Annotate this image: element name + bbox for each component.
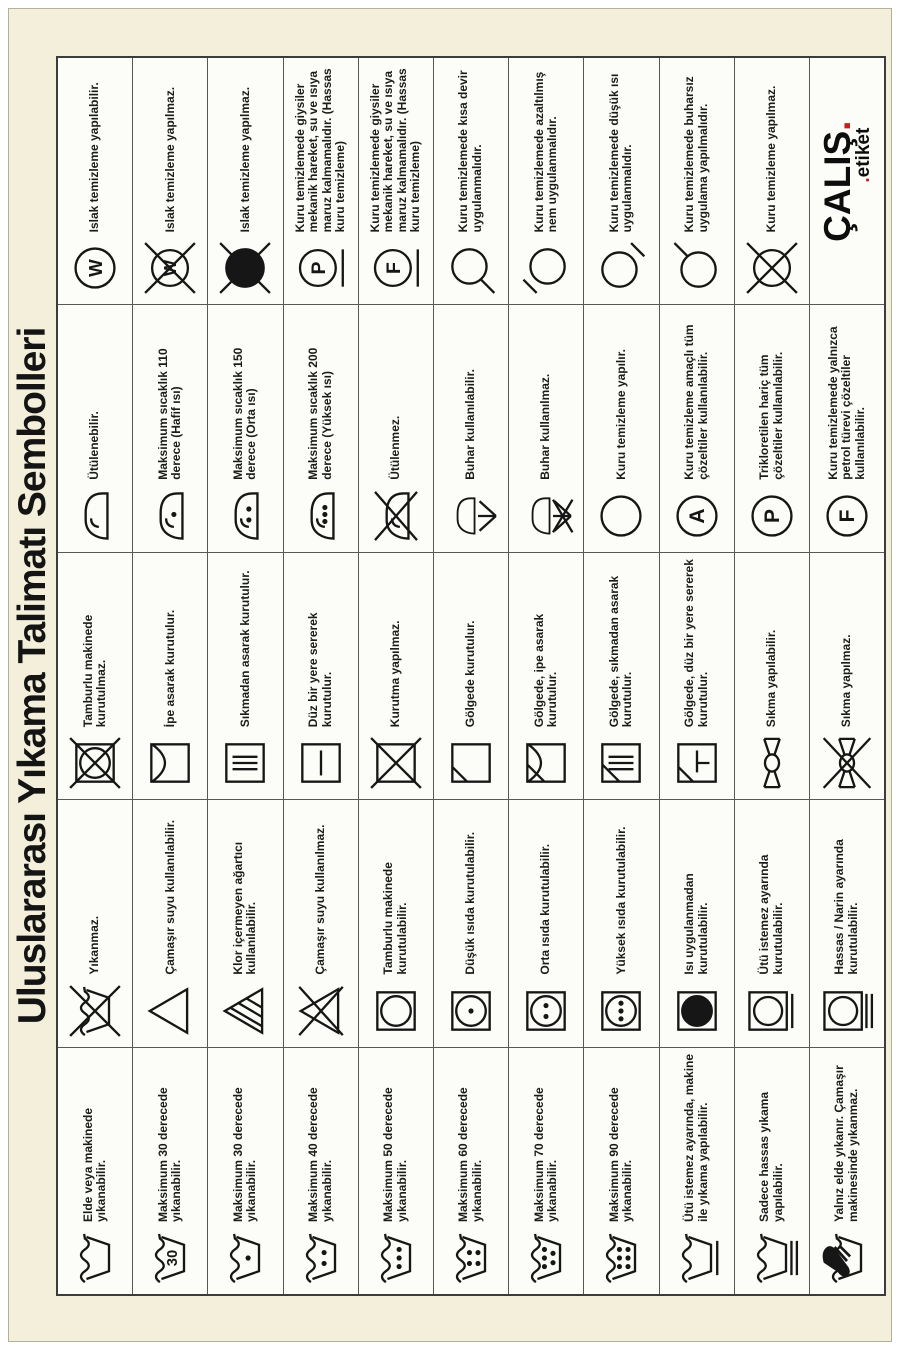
description-cell: Orta ısıda kurutulabilir. bbox=[538, 843, 553, 975]
care-instruction-cell bbox=[810, 1047, 884, 1294]
care-instruction-cell bbox=[359, 1047, 433, 1294]
description-cell: Trikloretilen hariç tüm çözeltiler kullanılabilir. bbox=[757, 351, 785, 480]
square-circle-icon bbox=[368, 975, 424, 1047]
description-cell: Kuru temizleme amaçlı tüm çözeltiler kullanılabilir. bbox=[682, 324, 710, 480]
description-cell: Kuru temizlemede buharsız uygulama yapılmalıdır. bbox=[682, 76, 710, 233]
care-instruction-cell bbox=[359, 58, 433, 304]
svg-text:30: 30 bbox=[165, 1249, 182, 1267]
description-cell: Ütülenebilir. bbox=[87, 411, 102, 480]
description-cell: Düşük ısıda kurutulabilir. bbox=[463, 831, 478, 975]
twist-crossed-icon bbox=[819, 727, 875, 799]
description-cell: Maksimum sıcaklık 200 derece (Yüksek ısı) bbox=[306, 347, 334, 480]
square-circle-crossed-icon bbox=[67, 727, 123, 799]
description-cell: Kuru temizlemede kısa devir uygulanmalıdır. bbox=[456, 70, 485, 233]
svg-text:F: F bbox=[835, 509, 859, 523]
description-cell: Tamburlu makinede kurutulmaz. bbox=[80, 614, 109, 728]
circle-crossed-icon bbox=[744, 232, 800, 304]
care-instruction-cell bbox=[660, 58, 734, 304]
care-instruction-cell bbox=[208, 304, 282, 551]
svg-text:P: P bbox=[307, 261, 330, 275]
description-cell: Kuru temizleme yapılmaz. bbox=[764, 85, 778, 233]
description-cell: Maksimum 70 derecede yıkanabilir. bbox=[531, 1087, 560, 1222]
description-cell: Hassas / Narin ayarında kurutulabilir. bbox=[832, 839, 860, 975]
care-instruction-cell bbox=[58, 1047, 132, 1294]
svg-text:F: F bbox=[382, 262, 405, 275]
description-cell: Maksimum sıcaklık 150 derece (Orta ısı) bbox=[230, 347, 259, 480]
description-cell: Kuru temizlemede yalnızca petrol türevi çözeltiler kullanılabilir. bbox=[825, 326, 867, 480]
washtub-30-icon bbox=[142, 1222, 198, 1294]
washtub-dot-5-icon bbox=[518, 1222, 574, 1294]
washtub-underline-1-icon bbox=[669, 1222, 725, 1294]
description-cell: Maksimum 30 derecede yıkanabilir. bbox=[230, 1087, 259, 1222]
washtub-dot-1-icon bbox=[217, 1222, 273, 1294]
care-instruction-cell bbox=[735, 799, 809, 1046]
triangle-icon bbox=[142, 975, 198, 1047]
care-instruction-cell bbox=[359, 799, 433, 1046]
description-cell: Islak temizleme yapılmaz. bbox=[237, 86, 252, 233]
svg-text:W: W bbox=[161, 260, 181, 277]
washtub-dot-3-icon bbox=[368, 1222, 424, 1294]
description-cell: Gölgede kurutulur. bbox=[463, 620, 478, 728]
description-cell: Sıkma yapılabilir. bbox=[764, 629, 778, 728]
description-cell: Maksimum 50 derecede yıkanabilir. bbox=[381, 1087, 409, 1222]
washtub-dot-2-icon bbox=[293, 1222, 349, 1294]
description-cell: Gölgede, ipe asarak kurutulur. bbox=[531, 613, 560, 728]
table-row bbox=[810, 58, 884, 1294]
care-instruction-cell bbox=[284, 304, 358, 551]
description-cell: Sıkma yapılmaz. bbox=[839, 634, 854, 728]
circle-icon bbox=[593, 480, 649, 552]
care-instruction-cell bbox=[133, 58, 207, 304]
description-cell: Maksimum 60 derecede yıkanabilir. bbox=[456, 1087, 485, 1222]
square-shade-icon bbox=[443, 727, 499, 799]
care-instruction-cell bbox=[434, 552, 508, 799]
care-instruction-cell bbox=[434, 799, 508, 1046]
table-row bbox=[584, 58, 659, 1294]
care-instruction-cell bbox=[584, 552, 658, 799]
iron-crossed-icon bbox=[368, 480, 424, 552]
square-circle-filled-icon bbox=[669, 975, 725, 1047]
washtub-dot-6-icon bbox=[593, 1222, 649, 1294]
description-cell: Yıkanmaz. bbox=[87, 915, 102, 975]
washtub-icon bbox=[67, 1222, 123, 1294]
circle-w-icon bbox=[67, 232, 123, 304]
care-instruction-cell bbox=[284, 552, 358, 799]
description-cell: Yalnız elde yıkanır. Çamaşır makinesinde yıkanmaz. bbox=[832, 1065, 860, 1222]
care-instruction-cell bbox=[584, 1047, 658, 1294]
circle-f-underline-icon bbox=[368, 232, 424, 304]
iron-icon bbox=[67, 480, 123, 552]
circle-w-crossed-icon bbox=[142, 232, 198, 304]
care-instruction-cell bbox=[284, 1047, 358, 1294]
table-row bbox=[509, 58, 584, 1294]
iron-steam-crossed-icon bbox=[518, 480, 574, 552]
care-instruction-cell bbox=[735, 304, 809, 551]
washtub-dot-4-icon bbox=[443, 1222, 499, 1294]
description-cell: Buhar kullanılabilir. bbox=[463, 369, 478, 480]
care-instruction-cell bbox=[810, 552, 884, 799]
care-instruction-cell bbox=[133, 304, 207, 551]
care-instruction-cell bbox=[810, 304, 884, 551]
circle-bar-tr-icon bbox=[669, 232, 725, 304]
logo-subtitle: .etiket bbox=[853, 127, 875, 183]
care-instruction-cell bbox=[735, 1047, 809, 1294]
svg-text:A: A bbox=[685, 508, 709, 524]
care-instruction-cell bbox=[509, 1047, 583, 1294]
svg-text:P: P bbox=[760, 508, 784, 523]
square-flat-icon bbox=[293, 727, 349, 799]
square-circle-dot-2-icon bbox=[518, 975, 574, 1047]
table-row bbox=[359, 58, 434, 1294]
square-crossed-icon bbox=[368, 727, 424, 799]
square-drip-icon bbox=[217, 727, 273, 799]
care-instruction-cell bbox=[58, 304, 132, 551]
square-arc-shade-icon bbox=[518, 727, 574, 799]
square-circle-underline-2-icon bbox=[819, 975, 875, 1047]
care-instruction-cell bbox=[509, 552, 583, 799]
square-drip-shade-icon bbox=[593, 727, 649, 799]
table-row bbox=[434, 58, 509, 1294]
care-instruction-cell bbox=[284, 799, 358, 1046]
description-cell: Ütülenmez. bbox=[388, 415, 403, 480]
care-instruction-cell bbox=[584, 304, 658, 551]
care-instruction-cell bbox=[660, 304, 734, 551]
care-symbols-table bbox=[56, 56, 886, 1296]
care-instruction-cell bbox=[208, 1047, 282, 1294]
description-cell: Gölgede, düz bir yere sererek kurutulur. bbox=[682, 559, 710, 728]
care-instruction-cell bbox=[434, 58, 508, 304]
description-cell: Maksimum sıcaklık 110 derece (Hafif ısı) bbox=[155, 348, 184, 480]
care-instruction-cell bbox=[58, 799, 132, 1046]
square-arc-icon bbox=[142, 727, 198, 799]
square-circle-underline-1-icon bbox=[744, 975, 800, 1047]
care-instruction-cell bbox=[584, 58, 658, 304]
square-flat-shade-icon bbox=[669, 727, 725, 799]
page-title: Uluslararası Yıkama Talimatı Sembolleri bbox=[10, 327, 54, 1025]
table-row bbox=[58, 58, 133, 1294]
care-instruction-cell bbox=[133, 1047, 207, 1294]
table-row bbox=[660, 58, 735, 1294]
twist-icon bbox=[744, 727, 800, 799]
iron-dot-3-icon bbox=[293, 480, 349, 552]
care-instruction-cell bbox=[359, 304, 433, 551]
care-instruction-cell bbox=[133, 799, 207, 1046]
circle-p-underline-icon bbox=[293, 232, 349, 304]
logo-wordmark: ÇALIŞ. bbox=[816, 120, 858, 242]
logo-red-dot: . bbox=[816, 120, 858, 131]
description-cell: Kuru temizlemede azaltılmış nem uygulanmalıdır. bbox=[531, 71, 560, 233]
care-instruction-cell bbox=[509, 58, 583, 304]
circle-p-icon bbox=[744, 480, 800, 552]
care-instruction-cell bbox=[810, 58, 884, 304]
description-cell: Islak temizleme yapılabilir. bbox=[87, 82, 102, 233]
circle-bar-bl-icon bbox=[443, 232, 499, 304]
circle-filled-x-icon bbox=[217, 232, 273, 304]
description-cell: Ütü istemez ayarında, makine ile yıkama yapılabilir. bbox=[682, 1053, 710, 1222]
description-cell: Kuru temizlemede düşük ısı uygulanmalıdır. bbox=[606, 73, 635, 233]
washtub-underline-2-icon bbox=[744, 1222, 800, 1294]
care-instruction-cell bbox=[509, 304, 583, 551]
description-cell: Maksimum 40 derecede yıkanabilir. bbox=[306, 1087, 334, 1222]
circle-bar-br-icon bbox=[593, 232, 649, 304]
description-cell: Kuru temizlemede giysiler mekanik hareket, su ve ısıya maruz kalmamalıdır. (Hassas kuru temizleme) bbox=[367, 68, 423, 233]
care-instruction-cell bbox=[660, 799, 734, 1046]
care-instruction-cell bbox=[58, 552, 132, 799]
care-instruction-cell bbox=[660, 552, 734, 799]
care-instruction-cell bbox=[584, 799, 658, 1046]
care-instruction-cell bbox=[284, 58, 358, 304]
care-instruction-cell bbox=[434, 1047, 508, 1294]
circle-bar-tl-icon bbox=[518, 232, 574, 304]
description-cell: Gölgede, sıkmadan asarak kurutulur. bbox=[606, 575, 635, 728]
triangle-crossed-icon bbox=[293, 975, 349, 1047]
square-circle-dot-3-icon bbox=[593, 975, 649, 1047]
description-cell: İpe asarak kurutulur. bbox=[162, 609, 177, 728]
triangle-striped-icon bbox=[217, 975, 273, 1047]
description-cell: Sıkmadan asarak kurutulur. bbox=[237, 570, 252, 728]
description-cell: Maksimum 30 derecede yıkanabilir. bbox=[155, 1087, 184, 1222]
description-cell: Tamburlu makinede kurutulabilir. bbox=[381, 862, 409, 975]
description-cell: Buhar kullanılmaz. bbox=[538, 373, 553, 480]
care-instruction-cell bbox=[208, 58, 282, 304]
care-instruction-cell bbox=[810, 799, 884, 1046]
care-instruction-cell bbox=[208, 552, 282, 799]
circle-f-icon bbox=[819, 480, 875, 552]
care-instruction-cell bbox=[434, 304, 508, 551]
description-cell: Kurutma yapılmaz. bbox=[388, 620, 403, 728]
care-instruction-cell bbox=[735, 58, 809, 304]
description-cell: Çamaşır suyu kullanılmaz. bbox=[312, 824, 327, 975]
care-instruction-cell bbox=[735, 552, 809, 799]
rotated-landscape-canvas bbox=[9, 9, 893, 1343]
square-circle-dot-1-icon bbox=[443, 975, 499, 1047]
washtub-crossed-icon bbox=[67, 975, 123, 1047]
description-cell: Düz bir yere sererek kurutulur. bbox=[306, 612, 334, 728]
label-sheet bbox=[8, 8, 892, 1342]
description-cell: Ütü istemez ayarında kurutulabilir. bbox=[757, 854, 785, 975]
iron-steam-icon bbox=[443, 480, 499, 552]
table-row bbox=[735, 58, 810, 1294]
logo-red-dot: . bbox=[853, 177, 875, 183]
description-cell: Kuru temizlemede giysiler mekanik hareket, su ve ısıya maruz kalmamalıdır. (Hassas kuru temizleme) bbox=[292, 68, 348, 233]
calis-etiket-logo bbox=[816, 58, 875, 304]
description-cell: Yüksek ısıda kurutulabilir. bbox=[613, 826, 628, 975]
table-row bbox=[208, 58, 283, 1294]
table-row bbox=[284, 58, 359, 1294]
description-cell: Çamaşır suyu kullanılabilir. bbox=[162, 819, 177, 975]
care-instruction-cell bbox=[133, 552, 207, 799]
iron-dot-2-icon bbox=[217, 480, 273, 552]
care-instruction-cell bbox=[660, 1047, 734, 1294]
description-cell: Maksimum 90 derecede yıkanabilir. bbox=[606, 1087, 635, 1222]
description-cell: Sadece hassas yıkama yapılabilir. bbox=[757, 1091, 785, 1222]
care-instruction-cell bbox=[58, 58, 132, 304]
washtub-hand-icon bbox=[819, 1222, 875, 1294]
description-cell: Isı uygulanmadan kurutulabilir. bbox=[682, 873, 710, 975]
description-cell: Islak temizleme yapılmaz. bbox=[162, 86, 177, 233]
care-instruction-cell bbox=[509, 799, 583, 1046]
circle-a-icon bbox=[669, 480, 725, 552]
care-instruction-cell bbox=[359, 552, 433, 799]
care-instruction-cell bbox=[208, 799, 282, 1046]
description-cell: Elde veya makinede yıkanabilir. bbox=[80, 1107, 109, 1222]
iron-dot-1-icon bbox=[142, 480, 198, 552]
description-cell: Kuru temizleme yapılır. bbox=[613, 349, 628, 480]
table-row bbox=[133, 58, 208, 1294]
svg-text:W: W bbox=[85, 259, 107, 278]
description-cell: Klor içermeyen ağartıcı kullanılabilir. bbox=[230, 841, 259, 975]
